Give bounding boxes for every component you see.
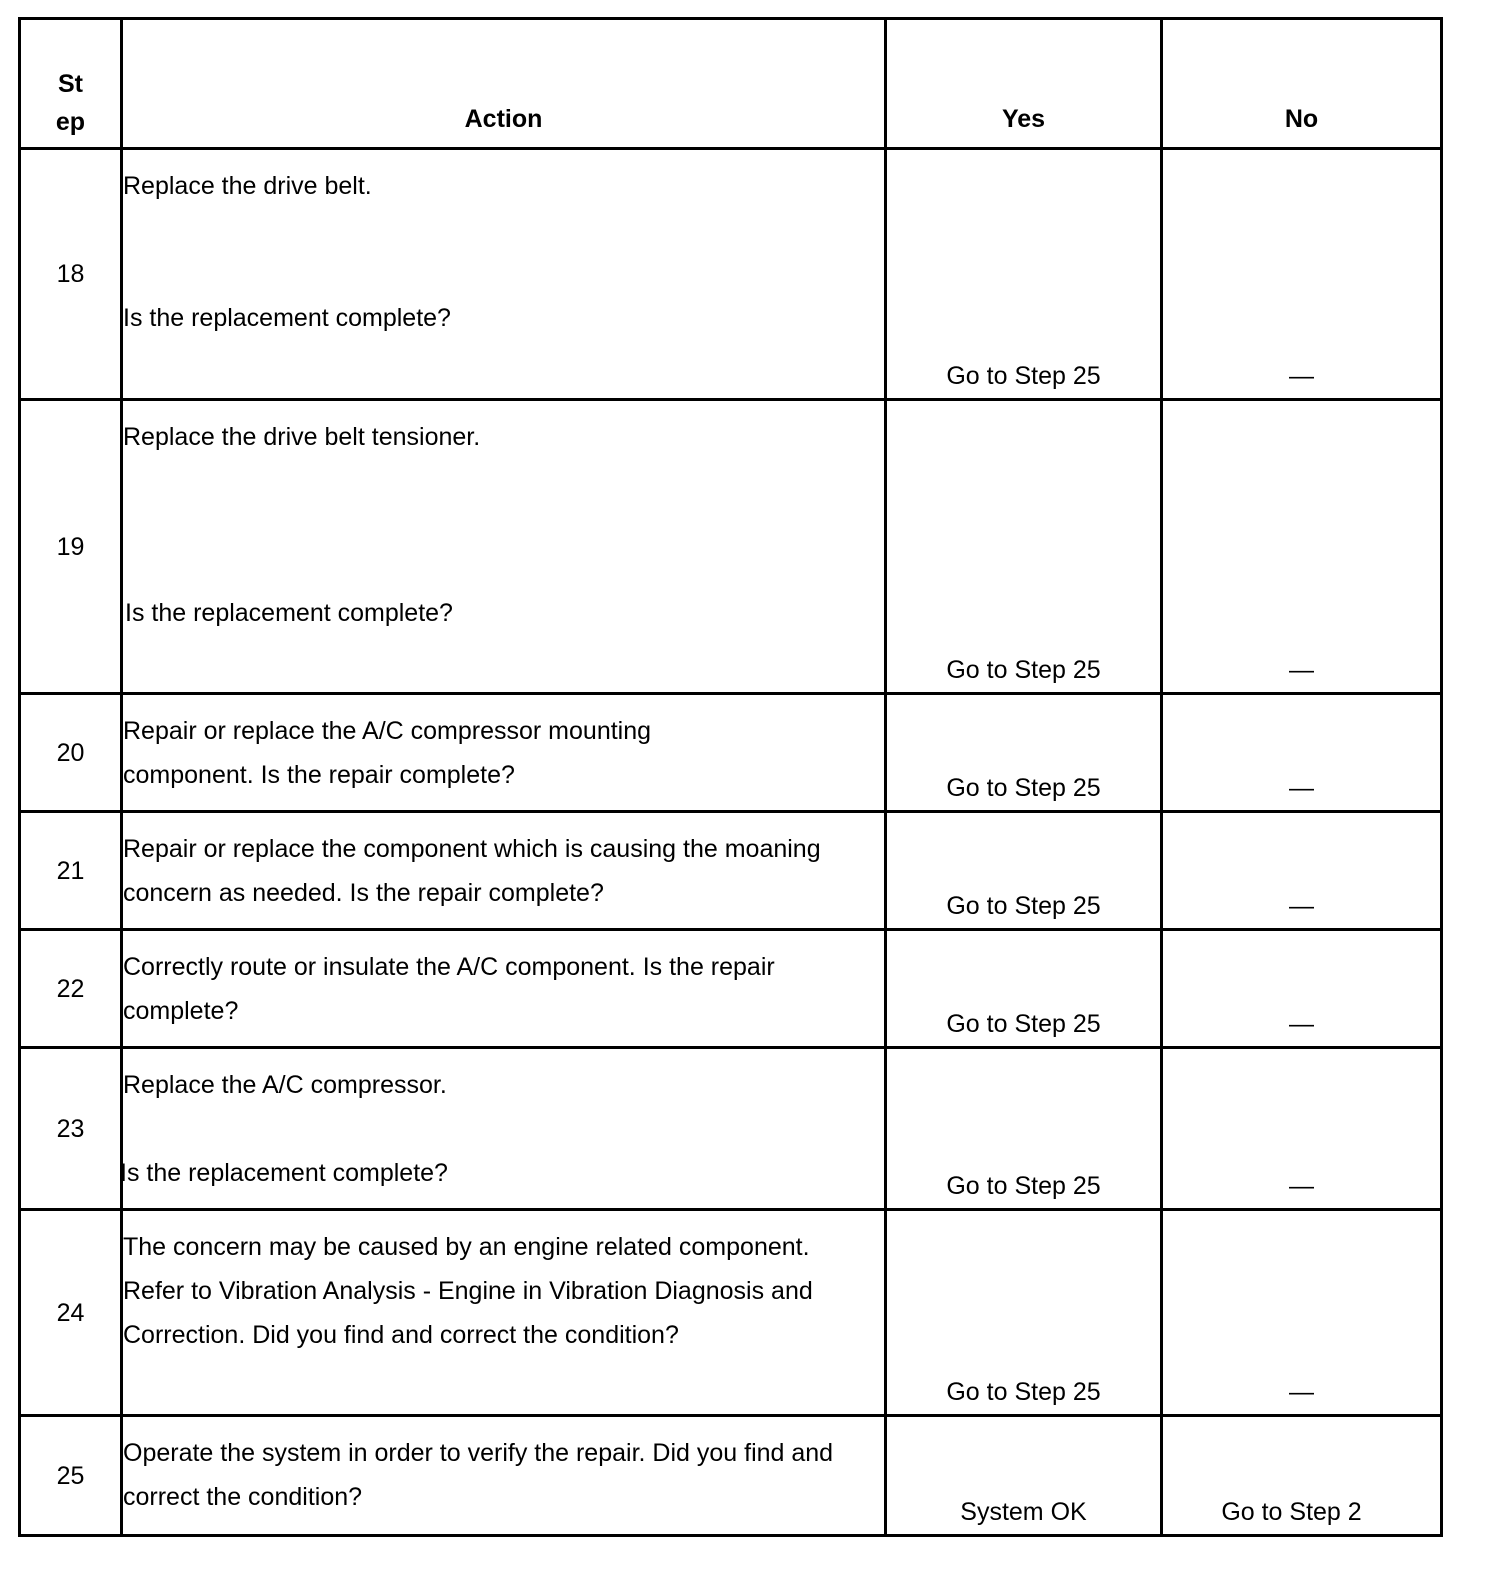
table-row [20,1210,1442,1416]
action-paragraph: Correctly route or insulate the A/C component. Is the repair complete? [123,953,775,1025]
no-result: — [1162,812,1442,930]
yes-result: Go to Step 25 [886,1048,1162,1210]
no-header: No [1162,19,1442,149]
action-paragraph: The concern may be caused by an engine related component. Refer to Vibration Analysis - Engine in Vibration Diagnosis and Correction. Did you find and correct the condition? [123,1233,813,1349]
action-paragraph: Repair or replace the A/C compressor mounting component. Is the repair complete? [123,717,652,789]
action-question: Is the replacement complete? [120,1159,448,1187]
header-row [20,19,1442,149]
table-row [20,694,1442,812]
no-result: — [1162,400,1442,694]
step-number: 24 [20,1210,122,1416]
diagnostic-table [18,17,1443,1537]
table-row [20,400,1442,694]
action-instruction: Replace the drive belt. [123,172,372,200]
action-text [122,812,886,930]
action-text [122,1048,886,1210]
action-header: Action [122,19,886,149]
action-text [122,930,886,1048]
yes-result: Go to Step 25 [886,1210,1162,1416]
table-row [20,930,1442,1048]
step-number: 25 [20,1416,122,1536]
action-text [122,694,886,812]
step-number: 20 [20,694,122,812]
no-result: — [1162,694,1442,812]
action-text [122,400,886,694]
action-instruction: Replace the drive belt tensioner. [123,423,481,451]
step-header [20,19,122,149]
yes-result: Go to Step 25 [886,400,1162,694]
yes-result: Go to Step 25 [886,149,1162,400]
no-result: — [1162,149,1442,400]
action-question: Is the replacement complete? [123,304,451,332]
action-text [122,149,886,400]
step-number: 19 [20,400,122,694]
step-number: 18 [20,149,122,400]
action-text [122,1416,886,1536]
yes-header: Yes [886,19,1162,149]
no-result: — [1162,1210,1442,1416]
table-row [20,149,1442,400]
yes-result: Go to Step 25 [886,930,1162,1048]
step-number: 21 [20,812,122,930]
table-row [20,1416,1442,1536]
table-row [20,1048,1442,1210]
action-paragraph: Repair or replace the component which is causing the moaning concern as needed. Is the repair complete? [123,835,821,907]
no-result: Go to Step 2 [1162,1416,1442,1536]
step-number: 23 [20,1048,122,1210]
no-result: — [1162,930,1442,1048]
no-result: — [1162,1048,1442,1210]
action-paragraph: Operate the system in order to verify the repair. Did you find and correct the condition? [123,1439,834,1511]
action-question: Is the replacement complete? [125,599,453,627]
yes-result: Go to Step 25 [886,812,1162,930]
action-instruction: Replace the A/C compressor. [123,1071,447,1099]
action-text [122,1210,886,1416]
step-number: 22 [20,930,122,1048]
step-header-label: St ep [55,70,86,136]
table-row [20,812,1442,930]
yes-result: Go to Step 25 [886,694,1162,812]
yes-result: System OK [886,1416,1162,1536]
